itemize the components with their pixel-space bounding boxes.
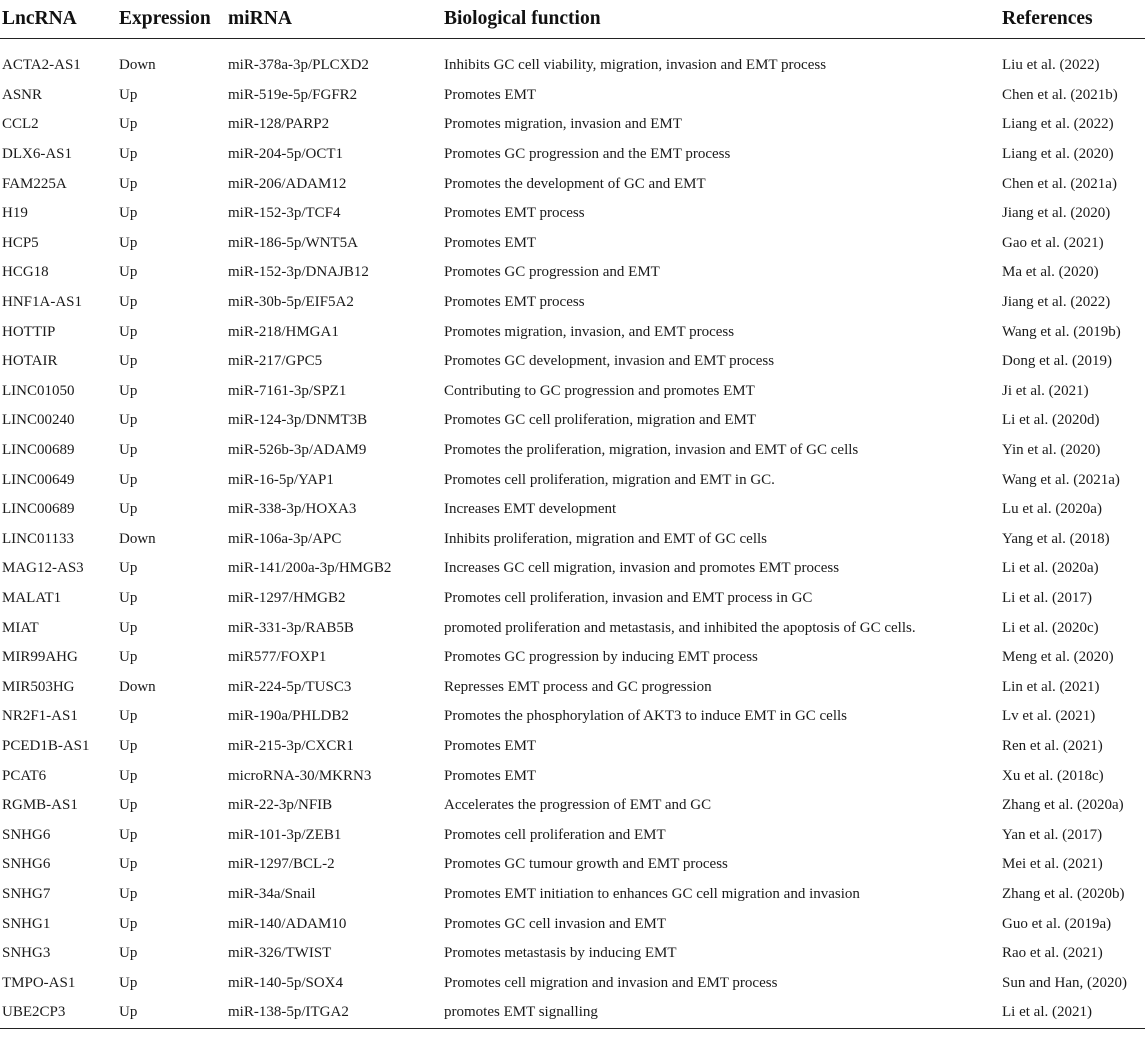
cell-biological-function: Increases EMT development <box>444 501 617 518</box>
cell-mirna: miR-30b-5p/EIF5A2 <box>228 294 354 311</box>
cell-expression: Up <box>119 175 138 192</box>
table-row <box>0 820 1145 850</box>
cell-mirna: miR-7161-3p/SPZ1 <box>228 382 347 399</box>
table-row <box>0 258 1145 288</box>
cell-reference: Meng et al. (2020) <box>1002 649 1114 666</box>
header-references: References <box>1000 0 1145 39</box>
table-row <box>0 229 1145 259</box>
cell-biological-function: Promotes EMT initiation to enhances GC cell migration and invasion <box>444 885 860 902</box>
table-row <box>0 672 1145 702</box>
table-row <box>0 613 1145 643</box>
table-row <box>0 436 1145 466</box>
table-row <box>0 81 1145 111</box>
cell-reference: Jiang et al. (2022) <box>1002 294 1111 311</box>
cell-biological-function: Promotes cell proliferation and EMT <box>444 826 666 843</box>
cell-biological-function: Promotes migration, invasion, and EMT process <box>444 323 735 340</box>
cell-expression: Up <box>119 116 138 133</box>
table-row <box>0 199 1145 229</box>
cell-expression: Up <box>119 826 138 843</box>
cell-expression: Down <box>119 57 156 74</box>
cell-reference: Li et al. (2020d) <box>1002 412 1100 429</box>
cell-expression: Up <box>119 205 138 222</box>
table-row <box>0 465 1145 495</box>
cell-biological-function: Promotes EMT process <box>444 294 585 311</box>
cell-reference: Chen et al. (2021a) <box>1002 175 1117 192</box>
cell-biological-function: Inhibits GC cell viability, migration, invasion and EMT process <box>444 57 827 74</box>
cell-reference: Liang et al. (2022) <box>1002 116 1114 133</box>
cell-mirna: miR577/FOXP1 <box>228 649 327 666</box>
cell-reference: Yan et al. (2017) <box>1002 826 1103 843</box>
cell-biological-function: Contributing to GC progression and promotes EMT <box>444 382 755 399</box>
cell-mirna: miR-140-5p/SOX4 <box>228 974 344 991</box>
cell-reference: Chen et al. (2021b) <box>1002 86 1118 103</box>
cell-mirna: miR-128/PARP2 <box>228 116 330 133</box>
cell-expression: Up <box>119 885 138 902</box>
cell-lncrna: PCED1B-AS1 <box>2 737 90 754</box>
cell-reference: Li et al. (2020a) <box>1002 560 1099 577</box>
cell-lncrna: LINC01050 <box>2 382 75 399</box>
cell-mirna: miR-152-3p/TCF4 <box>228 205 341 222</box>
cell-lncrna: ACTA2-AS1 <box>2 57 81 74</box>
cell-mirna: miR-224-5p/TUSC3 <box>228 678 352 695</box>
cell-reference: Sun and Han, (2020) <box>1002 974 1127 991</box>
cell-reference: Zhang et al. (2020b) <box>1002 885 1125 902</box>
cell-lncrna: LINC00689 <box>2 501 75 518</box>
cell-biological-function: Increases GC cell migration, invasion and promotes EMT process <box>444 560 840 577</box>
table-row <box>0 968 1145 998</box>
cell-reference: Mei et al. (2021) <box>1002 856 1103 873</box>
cell-expression: Up <box>119 915 138 932</box>
cell-lncrna: MALAT1 <box>2 589 62 606</box>
cell-reference: Guo et al. (2019a) <box>1002 915 1112 932</box>
cell-reference: Gao et al. (2021) <box>1002 234 1104 251</box>
cell-reference: Yin et al. (2020) <box>1002 442 1101 459</box>
cell-mirna: miR-124-3p/DNMT3B <box>228 412 368 429</box>
cell-lncrna: MAG12-AS3 <box>2 560 84 577</box>
cell-lncrna: SNHG7 <box>2 885 51 902</box>
cell-reference: Ma et al. (2020) <box>1002 264 1099 281</box>
cell-biological-function: Promotes the proliferation, migration, invasion and EMT of GC cells <box>444 442 859 459</box>
table-row <box>0 939 1145 969</box>
table-row <box>0 909 1145 939</box>
cell-expression: Down <box>119 678 156 695</box>
cell-biological-function: promoted proliferation and metastasis, and inhibited the apoptosis of GC cells. <box>444 619 916 636</box>
cell-lncrna: TMPO-AS1 <box>2 974 76 991</box>
header-lncrna: LncRNA <box>0 0 117 39</box>
cell-mirna: miR-106a-3p/APC <box>228 530 342 547</box>
cell-biological-function: Promotes the phosphorylation of AKT3 to induce EMT in GC cells <box>444 708 848 725</box>
cell-expression: Up <box>119 974 138 991</box>
cell-mirna: miR-140/ADAM10 <box>228 915 347 932</box>
cell-expression: Up <box>119 353 138 370</box>
cell-reference: Ji et al. (2021) <box>1002 382 1089 399</box>
cell-lncrna: NR2F1-AS1 <box>2 708 78 725</box>
cell-biological-function: Promotes EMT <box>444 86 537 103</box>
cell-expression: Up <box>119 856 138 873</box>
cell-reference: Li et al. (2017) <box>1002 589 1092 606</box>
cell-biological-function: Inhibits proliferation, migration and EMT of GC cells <box>444 530 767 547</box>
cell-expression: Up <box>119 589 138 606</box>
cell-reference: Lu et al. (2020a) <box>1002 501 1102 518</box>
cell-lncrna: HCG18 <box>2 264 49 281</box>
cell-biological-function: Promotes EMT <box>444 737 537 754</box>
cell-expression: Up <box>119 471 138 488</box>
cell-lncrna: LINC00240 <box>2 412 75 429</box>
cell-expression: Up <box>119 146 138 163</box>
cell-lncrna: HNF1A-AS1 <box>2 294 83 311</box>
cell-mirna: miR-22-3p/NFIB <box>228 797 333 814</box>
table-header <box>0 0 1145 39</box>
table-row <box>0 406 1145 436</box>
cell-lncrna: H19 <box>2 205 28 222</box>
table-row <box>0 850 1145 880</box>
cell-lncrna: SNHG3 <box>2 945 51 962</box>
cell-biological-function: Promotes metastasis by inducing EMT <box>444 945 677 962</box>
cell-reference: Li et al. (2021) <box>1000 998 1145 1028</box>
cell-biological-function: Promotes EMT <box>444 767 537 784</box>
cell-lncrna: FAM225A <box>2 175 67 192</box>
cell-reference: Xu et al. (2018c) <box>1002 767 1104 784</box>
table-row <box>0 761 1145 791</box>
table-row <box>0 39 1145 81</box>
cell-reference: Rao et al. (2021) <box>1002 945 1103 962</box>
cell-biological-function: Promotes GC progression and the EMT process <box>444 146 731 163</box>
cell-lncrna: SNHG6 <box>2 826 51 843</box>
table-row <box>0 288 1145 318</box>
table-row <box>0 791 1145 821</box>
cell-mirna: miR-378a-3p/PLCXD2 <box>228 57 369 74</box>
table-row <box>0 110 1145 140</box>
table-row <box>0 317 1145 347</box>
cell-mirna: miR-190a/PHLDB2 <box>228 708 349 725</box>
cell-biological-function: Promotes cell proliferation, invasion and EMT process in GC <box>444 589 813 606</box>
cell-expression: Up <box>119 619 138 636</box>
cell-reference: Ren et al. (2021) <box>1002 737 1103 754</box>
cell-reference: Li et al. (2020c) <box>1002 619 1099 636</box>
table-row <box>0 643 1145 673</box>
cell-biological-function: Promotes EMT <box>444 234 537 251</box>
cell-lncrna: RGMB-AS1 <box>2 797 78 814</box>
header-row <box>0 0 1145 39</box>
cell-biological-function: Accelerates the progression of EMT and GC <box>444 797 712 814</box>
cell-expression: Up <box>119 382 138 399</box>
cell-biological-function: Promotes cell proliferation, migration and EMT in GC. <box>444 471 775 488</box>
cell-expression: Up <box>119 294 138 311</box>
cell-biological-function: Promotes GC development, invasion and EMT process <box>444 353 775 370</box>
cell-biological-function: Promotes cell migration and invasion and EMT process <box>444 974 778 991</box>
cell-reference: Wang et al. (2019b) <box>1002 323 1121 340</box>
cell-lncrna: MIR503HG <box>2 678 75 695</box>
cell-mirna: miR-519e-5p/FGFR2 <box>228 86 358 103</box>
cell-biological-function: Promotes migration, invasion and EMT <box>444 116 682 133</box>
cell-mirna: miR-206/ADAM12 <box>228 175 347 192</box>
cell-biological-function: Promotes GC cell invasion and EMT <box>444 915 667 932</box>
cell-expression: Up <box>119 708 138 725</box>
table-row <box>0 732 1145 762</box>
cell-mirna: miR-326/TWIST <box>228 945 332 962</box>
cell-biological-function: Promotes GC progression and EMT <box>444 264 660 281</box>
table-row <box>0 495 1145 525</box>
cell-reference: Lin et al. (2021) <box>1002 678 1100 695</box>
cell-mirna: miR-215-3p/CXCR1 <box>228 737 354 754</box>
cell-expression: Up <box>119 501 138 518</box>
cell-lncrna: ASNR <box>2 86 43 103</box>
cell-mirna: miR-141/200a-3p/HMGB2 <box>228 560 392 577</box>
cell-reference: Wang et al. (2021a) <box>1002 471 1120 488</box>
cell-expression: Up <box>117 998 226 1028</box>
cell-expression: Down <box>119 530 156 547</box>
cell-reference: Dong et al. (2019) <box>1002 353 1112 370</box>
cell-expression: Up <box>119 264 138 281</box>
cell-lncrna: DLX6-AS1 <box>2 146 72 163</box>
cell-reference: Lv et al. (2021) <box>1002 708 1096 725</box>
cell-lncrna: LINC01133 <box>2 530 74 547</box>
cell-lncrna: PCAT6 <box>2 767 47 784</box>
cell-mirna: miR-331-3p/RAB5B <box>228 619 354 636</box>
cell-lncrna: HCP5 <box>2 234 39 251</box>
cell-biological-function: Promotes GC cell proliferation, migration and EMT <box>444 412 757 429</box>
cell-lncrna: HOTAIR <box>2 353 58 370</box>
table-row <box>0 377 1145 407</box>
cell-lncrna: SNHG1 <box>2 915 51 932</box>
table-row <box>0 998 1145 1028</box>
header-mirna: miRNA <box>226 0 442 39</box>
cell-expression: Up <box>119 560 138 577</box>
cell-mirna: miR-1297/HMGB2 <box>228 589 346 606</box>
cell-biological-function: Promotes EMT process <box>444 205 585 222</box>
cell-mirna: miR-526b-3p/ADAM9 <box>228 442 367 459</box>
cell-mirna: miR-218/HMGA1 <box>228 323 339 340</box>
table-row <box>0 584 1145 614</box>
cell-expression: Up <box>119 412 138 429</box>
cell-mirna: microRNA-30/MKRN3 <box>228 767 372 784</box>
cell-lncrna: UBE2CP3 <box>0 998 117 1028</box>
cell-mirna: miR-16-5p/YAP1 <box>228 471 334 488</box>
cell-biological-function: Promotes the development of GC and EMT <box>444 175 706 192</box>
cell-lncrna: HOTTIP <box>2 323 56 340</box>
cell-lncrna: MIR99AHG <box>2 649 78 666</box>
cell-mirna: miR-34a/Snail <box>228 885 316 902</box>
cell-expression: Up <box>119 86 138 103</box>
cell-lncrna: CCL2 <box>2 116 39 133</box>
cell-biological-function: promotes EMT signalling <box>442 998 1000 1028</box>
cell-reference: Liang et al. (2020) <box>1002 146 1114 163</box>
cell-reference: Jiang et al. (2020) <box>1002 205 1111 222</box>
cell-mirna: miR-217/GPC5 <box>228 353 323 370</box>
header-biological-function: Biological function <box>442 0 1000 39</box>
table-row <box>0 880 1145 910</box>
cell-biological-function: Represses EMT process and GC progression <box>444 678 712 695</box>
cell-mirna: miR-1297/BCL-2 <box>228 856 335 873</box>
table-row <box>0 554 1145 584</box>
cell-expression: Up <box>119 234 138 251</box>
cell-reference: Zhang et al. (2020a) <box>1002 797 1124 814</box>
table-row <box>0 525 1145 555</box>
cell-lncrna: SNHG6 <box>2 856 51 873</box>
cell-mirna: miR-138-5p/ITGA2 <box>226 998 442 1028</box>
cell-expression: Up <box>119 649 138 666</box>
cell-mirna: miR-101-3p/ZEB1 <box>228 826 342 843</box>
cell-mirna: miR-152-3p/DNAJB12 <box>228 264 369 281</box>
table-body <box>0 39 1145 1029</box>
cell-mirna: miR-204-5p/OCT1 <box>228 146 343 163</box>
cell-expression: Up <box>119 737 138 754</box>
cell-expression: Up <box>119 767 138 784</box>
cell-lncrna: LINC00649 <box>2 471 75 488</box>
cell-reference: Yang et al. (2018) <box>1002 530 1110 547</box>
table-row <box>0 347 1145 377</box>
header-expression: Expression <box>117 0 226 39</box>
cell-reference: Liu et al. (2022) <box>1002 57 1100 74</box>
cell-mirna: miR-186-5p/WNT5A <box>228 234 358 251</box>
cell-expression: Up <box>119 797 138 814</box>
table-row <box>0 702 1145 732</box>
cell-biological-function: Promotes GC progression by inducing EMT process <box>444 649 758 666</box>
cell-biological-function: Promotes GC tumour growth and EMT process <box>444 856 728 873</box>
cell-lncrna: LINC00689 <box>2 442 75 459</box>
cell-mirna: miR-338-3p/HOXA3 <box>228 501 357 518</box>
cell-expression: Up <box>119 945 138 962</box>
cell-expression: Up <box>119 323 138 340</box>
cell-lncrna: MIAT <box>2 619 39 636</box>
table-row <box>0 140 1145 170</box>
cell-expression: Up <box>119 442 138 459</box>
table-row <box>0 169 1145 199</box>
